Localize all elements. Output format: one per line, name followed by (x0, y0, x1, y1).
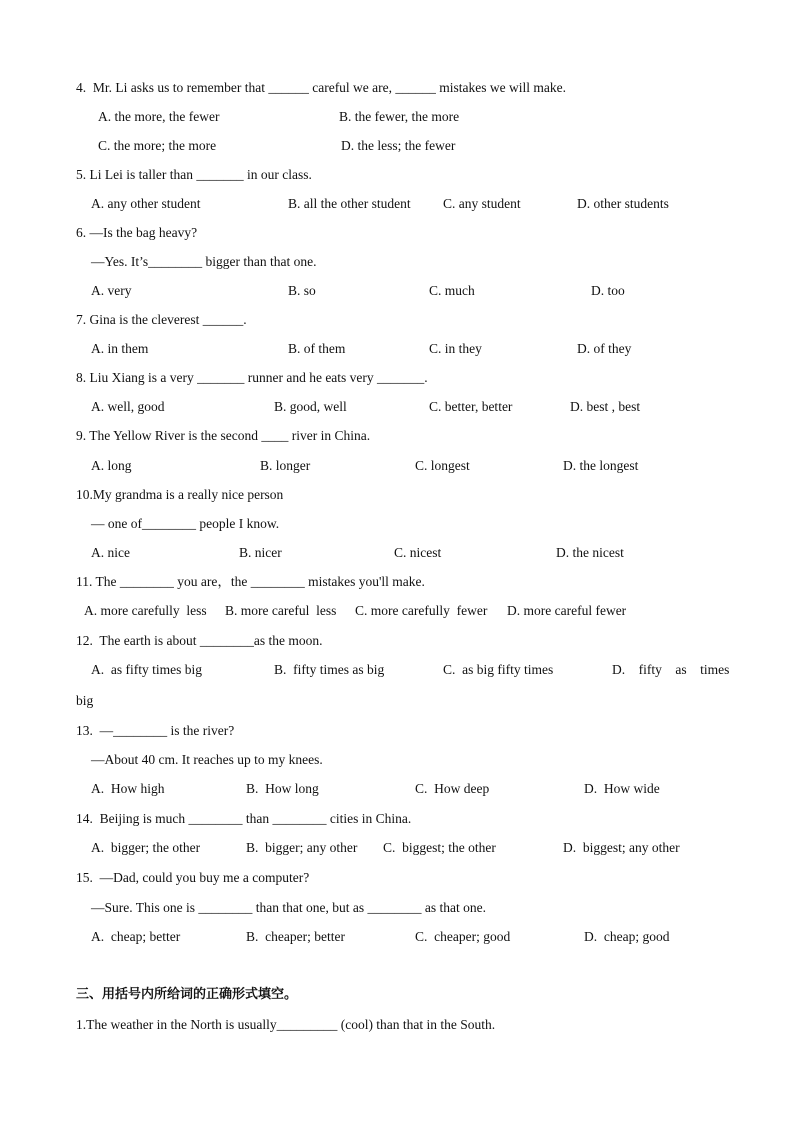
q5-option-c: C. any student (443, 196, 521, 211)
q8-option-a: A. well, good (91, 399, 165, 414)
q5-option-d: D. other students (577, 196, 669, 211)
q12-option-d-wrap: big (76, 693, 94, 708)
q12-option-a: A. as fifty times big (91, 662, 202, 677)
q7-option-b: B. of them (288, 341, 346, 356)
q10-option-b: B. nicer (239, 545, 282, 560)
q15-option-c: C. cheaper; good (415, 929, 511, 944)
q7-option-c: C. in they (429, 341, 482, 356)
q10-reply: — one of________ people I know. (91, 516, 280, 531)
q10-option-c: C. nicest (394, 545, 442, 560)
question-4-stem: 4. Mr. Li asks us to remember that ______ careful we are, ______ mistakes we will make. (76, 80, 567, 95)
q10-option-d: D. the nicest (556, 545, 624, 560)
q6-option-a: A. very (91, 283, 132, 298)
q5-option-a: A. any other student (91, 196, 201, 211)
q13-option-c: C. How deep (415, 781, 490, 796)
q11-option-a: A. more carefully less (84, 603, 207, 618)
q13-option-d: D. How wide (584, 781, 660, 796)
q7-option-a: A. in them (91, 341, 149, 356)
q9-option-a: A. long (91, 458, 132, 473)
q9-option-d: D. the longest (563, 458, 639, 473)
q6-option-d: D. too (591, 283, 625, 298)
q4-option-c: C. the more; the more (98, 138, 217, 153)
q14-option-d: D. biggest; any other (563, 840, 680, 855)
q13-option-a: A. How high (91, 781, 165, 796)
q13-reply: —About 40 cm. It reaches up to my knees. (91, 752, 323, 767)
q14-option-b: B. bigger; any other (246, 840, 358, 855)
q4-option-a: A. the more, the fewer (98, 109, 220, 124)
q12-option-d: D. fifty as times (612, 662, 730, 677)
question-12-stem: 12. The earth is about ________as the moon. (76, 633, 323, 648)
q15-option-a: A. cheap; better (91, 929, 181, 944)
q4-option-d: D. the less; the fewer (341, 138, 456, 153)
q12-option-b: B. fifty times as big (274, 662, 385, 677)
q7-option-d: D. of they (577, 341, 632, 356)
q15-reply: —Sure. This one is ________ than that one, but as ________ as that one. (91, 900, 486, 915)
section-3-item-1: 1.The weather in the North is usually_________ (cool) than that in the South. (76, 1017, 496, 1032)
q9-option-b: B. longer (260, 458, 311, 473)
q4-option-b: B. the fewer, the more (339, 109, 460, 124)
question-14-stem: 14. Beijing is much ________ than ________ cities in China. (76, 811, 412, 826)
question-8-stem: 8. Liu Xiang is a very _______ runner and he eats very _______. (76, 370, 428, 385)
q6-reply: —Yes. It’s________ bigger than that one. (91, 254, 317, 269)
q6-option-b: B. so (288, 283, 316, 298)
q13-option-b: B. How long (246, 781, 319, 796)
q5-option-b: B. all the other student (288, 196, 411, 211)
q6-option-c: C. much (429, 283, 475, 298)
q11-option-b: B. more careful less (225, 603, 337, 618)
q9-option-c: C. longest (415, 458, 470, 473)
q15-option-b: B. cheaper; better (246, 929, 345, 944)
q8-option-c: C. better, better (429, 399, 513, 414)
question-11-stem: 11. The ________ you are，the ________ mistakes you'll make. (76, 574, 425, 589)
question-9-stem: 9. The Yellow River is the second ____ river in China. (76, 428, 371, 443)
q8-option-b: B. good, well (274, 399, 347, 414)
q11-option-c: C. more carefully fewer (355, 603, 488, 618)
section-3-heading: 三、用括号内所给词的正确形式填空。 (76, 987, 298, 1002)
q15-option-d: D. cheap; good (584, 929, 670, 944)
q14-option-a: A. bigger; the other (91, 840, 201, 855)
question-6-stem: 6. —Is the bag heavy? (76, 225, 198, 240)
question-10-stem: 10.My grandma is a really nice person (76, 487, 284, 502)
q8-option-d: D. best , best (570, 399, 641, 414)
q11-option-d: D. more careful fewer (507, 603, 627, 618)
question-15-stem: 15. —Dad, could you buy me a computer? (76, 870, 310, 885)
question-7-stem: 7. Gina is the cleverest ______. (76, 312, 247, 327)
q12-option-c: C. as big fifty times (443, 662, 554, 677)
question-5-stem: 5. Li Lei is taller than _______ in our class. (76, 167, 312, 182)
q10-option-a: A. nice (91, 545, 130, 560)
q14-option-c: C. biggest; the other (383, 840, 496, 855)
question-13-stem: 13. —________ is the river? (76, 723, 235, 738)
